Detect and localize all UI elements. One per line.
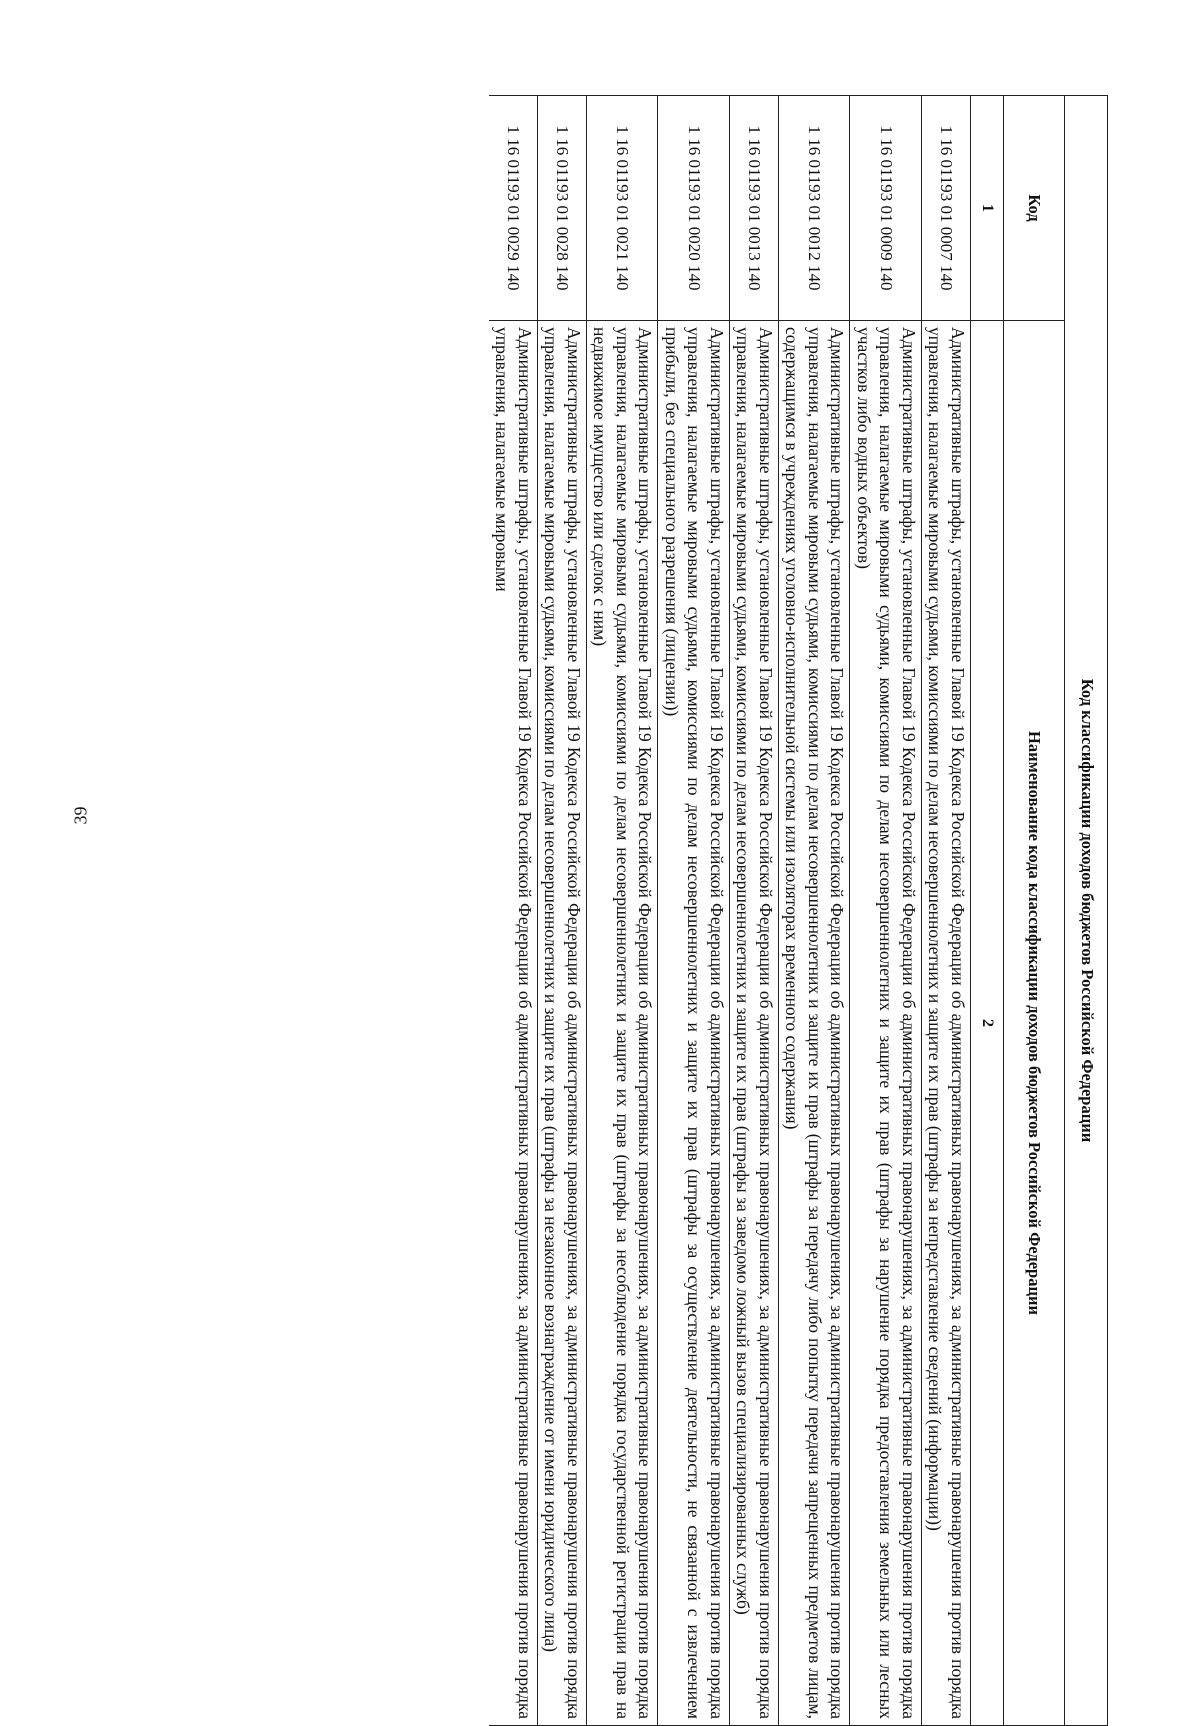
row-description: Административные штрафы, установленные Главой 19 Кодекса Российской Федерации об административных правонарушениях, за административные правонарушения против порядка управления, налагаемые мировыми судьями, комиссиями по делам несовершеннолетних и защите их прав (штрафы за передачу либо попытку передачи запрещенных предметов лицам, содержащимся в учреждениях уголовно-исполнительной системы или изоляторах временного содержания) [779,321,851,1726]
table-row [730,96,779,1726]
table-row [922,96,971,1726]
row-description: Административные штрафы, установленные Главой 19 Кодекса Российской Федерации об административных правонарушениях, за административные правонарушения против порядка управления, налагаемые мировыми судьями, комиссиями по делам несовершеннолетних и защите их прав (штрафы за осуществление деятельности, не связанной с извлечением прибыли, без специального разрешения (лицензии)) [658,321,730,1726]
table-row [850,96,922,1726]
column-header-name: Наименование кода классификации доходов бюджетов Российской Федерации [1004,321,1065,1726]
row-description: Административные штрафы, установленные Главой 19 Кодекса Российской Федерации об административных правонарушениях, за административные правонарушения против порядка управления, налагаемые мировыми судьями, комиссиями по делам несовершеннолетних и защите их прав (штрафы за несоблюдение порядка государственной регистрации прав на недвижимое имущество или сделок с ним) [587,321,659,1726]
table-row [658,96,730,1726]
row-code: 1 16 01193 01 0013 140 [730,96,779,321]
table-header-title: Код классификации доходов бюджетов Российской Федерации [1065,96,1108,1726]
row-code: 1 16 01193 01 0012 140 [779,96,851,321]
column-header-code: Код [1004,96,1065,321]
page-number: 39 [70,806,91,825]
table-row [538,96,587,1726]
row-code: 1 16 01193 01 0021 140 [587,96,659,321]
row-description: Административные штрафы, установленные Главой 19 Кодекса Российской Федерации об административных правонарушениях, за административные правонарушения против порядка управления, налагаемые мировыми судьями, комиссиями по делам несовершеннолетних и защите их прав (штрафы за нарушение порядка предоставления земельных или лесных участков либо водных объектов) [850,321,922,1726]
table-row [587,96,659,1726]
rotated-page-content [138,95,1108,1725]
row-description: Административные штрафы, установленные Главой 19 Кодекса Российской Федерации об административных правонарушениях, за административные правонарушения против порядка управления, налагаемые мировыми судьями, комиссиями по делам несовершеннолетних и защите их прав (штрафы за незаконное вознаграждение от имени юридического лица) [538,321,587,1726]
row-code: 1 16 01193 01 0007 140 [922,96,971,321]
row-code: 1 16 01193 01 0029 140 [489,96,538,321]
row-code: 1 16 01193 01 0028 140 [538,96,587,321]
row-description: Административные штрафы, установленные Главой 19 Кодекса Российской Федерации об административных правонарушениях, за административные правонарушения против порядка управления, налагаемые мировыми судьями, комиссиями по делам несовершеннолетних и защите их прав (штрафы за заведомо ложный вызов специализированных служб) [730,321,779,1726]
row-code: 1 16 01193 01 0020 140 [658,96,730,321]
table-row [489,96,538,1726]
table-row [779,96,851,1726]
row-description: Административные штрафы, установленные Главой 19 Кодекса Российской Федерации об административных правонарушениях, за административные правонарушения против порядка управления, налагаемые мировыми [489,321,538,1726]
row-description: Административные штрафы, установленные Главой 19 Кодекса Российской Федерации об административных правонарушениях, за административные правонарушения против порядка управления, налагаемые мировыми судьями, комиссиями по делам несовершеннолетних и защите их прав (штрафы за непредставление сведений (информации)) [922,321,971,1726]
column-number-2: 2 [971,321,1004,1726]
row-code: 1 16 01193 01 0009 140 [850,96,922,321]
income-classification-table [489,95,1108,1726]
column-number-1: 1 [971,96,1004,321]
